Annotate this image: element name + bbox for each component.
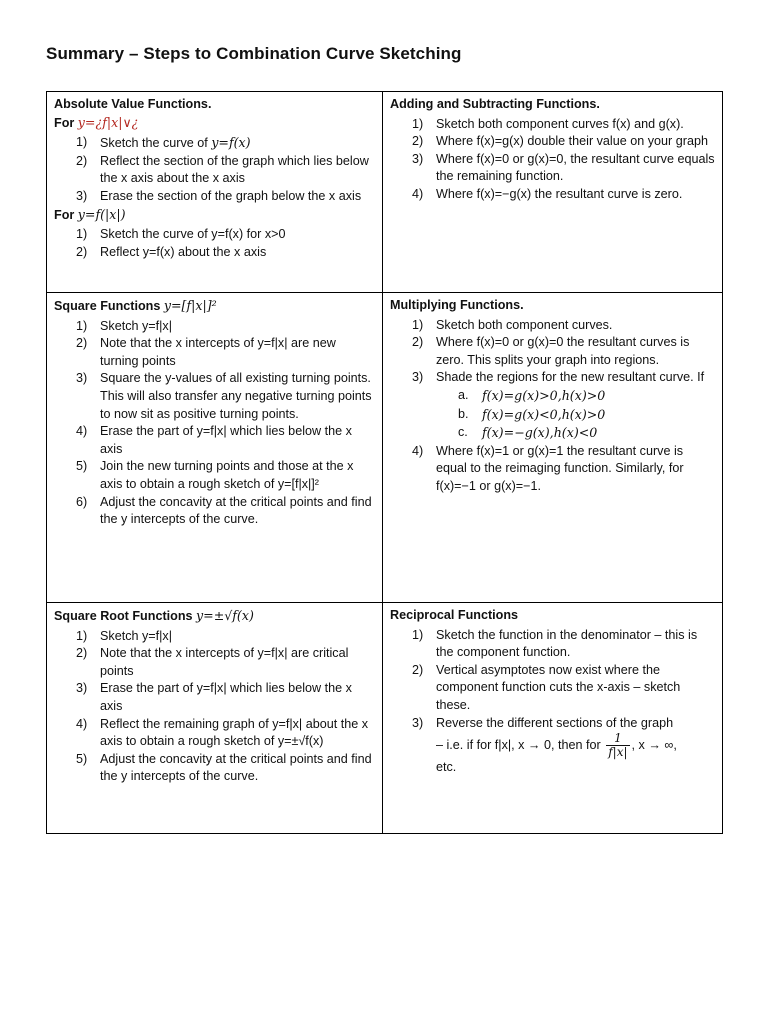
table-row (47, 603, 723, 834)
list-item: b. f(x)=g(x)<0,h(x)>0 (458, 406, 606, 422)
list-item: 3) Square the y-values of all existing turning points. This will also transfer any negative turning points to now sit as positive turning points. (76, 371, 372, 421)
list-item: 1) Sketch both component curves. (412, 317, 613, 332)
list-item: 2) Note that the x intercepts of y=f|x| are critical points (76, 646, 349, 678)
list-item: 1) Sketch the curve of y=f(x) for x>0 (76, 227, 286, 242)
list-item: 4) Reflect the remaining graph of y=f|x| about the x axis to obtain a rough sketch of y=±√f(x) (76, 716, 369, 749)
list-item: 2) Note that the x intercepts of y=f|x| are new turning points (76, 336, 336, 368)
step-list (54, 226, 376, 261)
cell-heading: Adding and Subtracting Functions. (390, 97, 600, 111)
cell-multiplying (383, 293, 723, 603)
cell-heading: Multiplying Functions. (390, 298, 524, 312)
list-item: 4) Erase the part of y=f|x| which lies below the x axis (76, 424, 352, 456)
table-row (47, 293, 723, 603)
step-list (54, 134, 376, 205)
list-item: 2) Vertical asymptotes now exist where the component function cuts the x-axis – sketch these. (412, 662, 681, 712)
list-item: 1) Sketch both component curves f(x) and g(x). (412, 116, 684, 131)
summary-table (46, 91, 723, 834)
fraction: $\frac{1}{f|x|}$ (608, 731, 628, 760)
list-item: 6) Adjust the concavity at the critical points and find the y intercepts of the curve. (76, 494, 372, 527)
cell-heading: Reciprocal Functions (390, 608, 519, 622)
list-item: 1) Sketch y=f|x| (76, 318, 172, 333)
list-item: 2) Reflect the section of the graph which lies below the x axis about the x axis (76, 153, 369, 186)
step-list (390, 627, 716, 777)
step-list (54, 318, 376, 529)
math-expression: y=f(|x|) (77, 206, 126, 222)
list-item: 1) Sketch the function in the denominator – this is the component function. (412, 627, 698, 660)
sub-step-list (436, 387, 716, 443)
step-list (390, 116, 716, 204)
case-label-2: For y=f(|x|) (54, 206, 126, 222)
cell-adding-subtracting (383, 92, 723, 293)
cell-heading: Square Root Functions y=±√f(x) (54, 608, 254, 623)
list-item: 1) Sketch y=f|x| (76, 628, 172, 643)
list-item: a. f(x)=g(x)>0,h(x)>0 (458, 387, 606, 403)
page-title: Summary – Steps to Combination Curve Sketching (46, 44, 462, 63)
math-expression: y=±√f(x) (196, 608, 254, 623)
list-item: 4) Where f(x)=1 or g(x)=1 the resultant curve is equal to the reimaging function. Similarly, for f(x)=−1 or g(x)=−1. (412, 443, 684, 493)
cell-heading: Square Functions y=[f|x|]² (54, 298, 217, 313)
list-item: 4) Where f(x)=−g(x) the resultant curve is zero. (412, 186, 683, 201)
cell-square-functions (47, 293, 383, 603)
cell-absolute-value (47, 92, 383, 293)
list-item: 2) Where f(x)=g(x) double their value on your graph (412, 134, 708, 149)
list-item: 3) Erase the part of y=f|x| which lies below the x axis (76, 681, 352, 713)
cell-reciprocal (383, 603, 723, 834)
step-list (54, 628, 376, 786)
case-label-1: For y=¿f|x|∨¿ (54, 114, 139, 130)
list-item: 5) Adjust the concavity at the critical points and find the y intercepts of the curve. (76, 751, 372, 784)
cell-square-root (47, 603, 383, 834)
cell-heading: Absolute Value Functions. (54, 97, 212, 111)
list-item: 3) Reverse the different sections of the graph – i.e. if for f|x|, x → 0, then for $\frac{1}{f|x|}$ , x → ∞, etc. (412, 715, 677, 775)
list-item: 3) Shade the regions for the new resultant curve. If a. f(x)=g(x)>0,h(x)>0 b. f(x)=g(x)<0,h(x)>0 c. f(x)=−g(x),h(x)<0 (390, 369, 716, 442)
list-item: 2) Where f(x)=0 or g(x)=0 the resultant curves is zero. This splits your graph into regions. (412, 335, 690, 367)
math-expression: y=¿f|x|∨¿ (77, 114, 139, 130)
list-item: 3) Erase the section of the graph below the x axis (76, 188, 362, 203)
step-list (390, 317, 716, 496)
math-expression: y=[f|x|]² (163, 298, 217, 313)
list-item: 5) Join the new turning points and those at the x axis to obtain a rough sketch of y=[f|x|]² (76, 459, 354, 491)
list-item: 2) Reflect y=f(x) about the x axis (76, 244, 267, 259)
list-item: c. f(x)=−g(x),h(x)<0 (458, 425, 598, 441)
table-row (47, 92, 723, 293)
list-item: 1) Sketch the curve of y=f(x) (76, 135, 251, 151)
list-item: 3) Where f(x)=0 or g(x)=0, the resultant curve equals the remaining function. (412, 151, 715, 184)
